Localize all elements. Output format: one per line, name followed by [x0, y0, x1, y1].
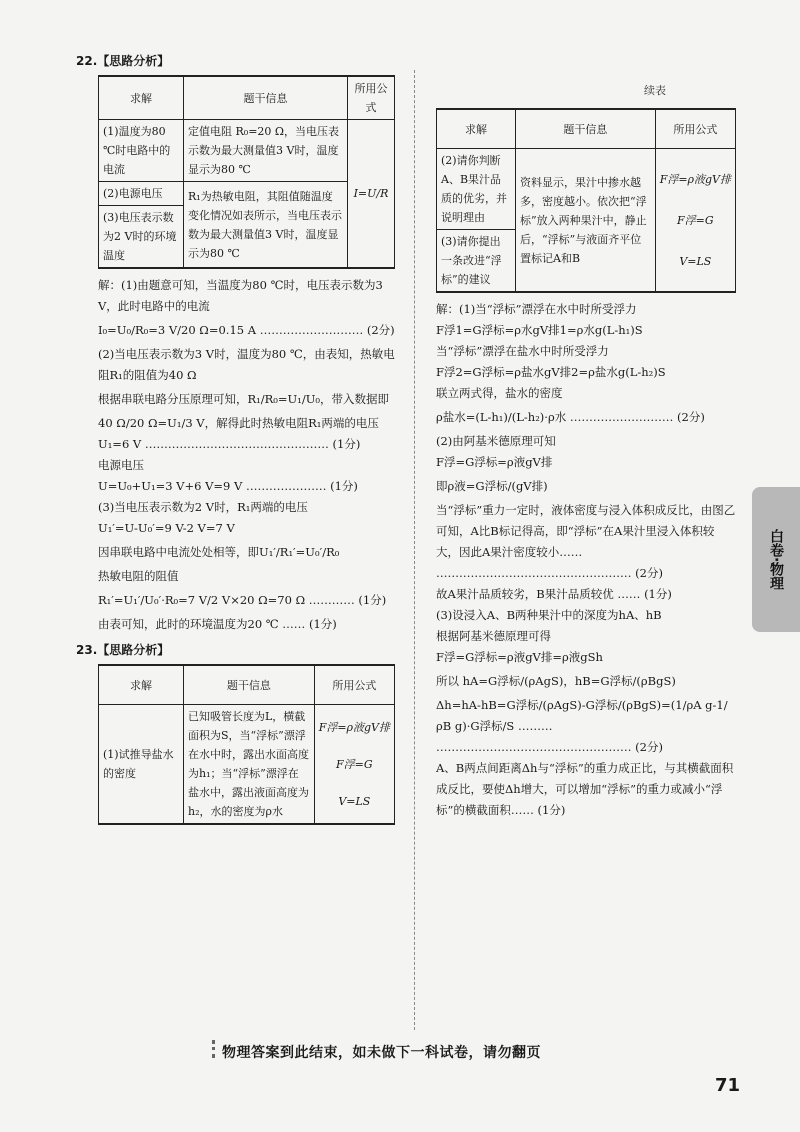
q23-line: A、B两点间距离Δh与“浮标”的重力成正比，与其横截面积成反比，要使Δh增大，可以增加“浮标”的重力或减小“浮标”的横截面积…… (1分)	[436, 761, 734, 817]
q23c-formula: F浮=G	[677, 213, 714, 227]
q22-th-info: 题干信息	[184, 76, 348, 120]
q22-th-solve: 求解	[99, 76, 184, 120]
q22-line: U₁=6 V ………………………………………… (1分)	[98, 437, 361, 451]
q23-formula: V=LS	[338, 794, 371, 808]
q22-formula: I=U/R	[348, 120, 395, 269]
page-number: 71	[714, 1075, 740, 1096]
q23-line: F浮=G浮标=ρ液gV排	[436, 455, 553, 469]
q23c-formulas	[655, 149, 735, 293]
q23-line: 当“浮标”漂浮在盐水中时所受浮力	[436, 344, 609, 358]
q23-r1-solve: (1)试推导盐水的密度	[99, 705, 184, 825]
q23-formula: F浮=G	[336, 757, 373, 771]
q23-solution	[436, 299, 736, 821]
q23-line: 联立两式得，盐水的密度	[436, 386, 563, 400]
q22-line: 电源电压	[98, 458, 144, 472]
q22-table	[98, 75, 395, 269]
left-column	[76, 52, 395, 825]
q23-r1-formulas	[314, 705, 394, 825]
q23-th-info: 题干信息	[184, 665, 315, 705]
q22-solution	[98, 275, 395, 635]
q23-table-continued	[436, 108, 736, 293]
q23-th-solve: 求解	[99, 665, 184, 705]
q23-line: 即ρ液=G浮标/(gV排)	[436, 479, 548, 493]
q23-table	[98, 664, 395, 825]
q22-line: 因串联电路中电流处处相等，即U₁′/R₁′=U₀′/R₀	[98, 545, 340, 559]
q22-line: 解：(1)由题意可知，当温度为80 ℃时，电压表示数为3 V，此时电路中的电流	[98, 278, 383, 313]
q23c-formula: V=LS	[679, 254, 712, 268]
q23-header: 23.【思路分析】	[76, 643, 170, 657]
q22-r2-info: R₁为热敏电阻，其阻值随温度变化情况如表所示，当电压表示数为最大测量值3 V时，温度显示为80 ℃	[184, 182, 348, 269]
q23-line: 故A果汁品质较劣，B果汁品质较优 …… (1分)	[436, 587, 672, 601]
q23-line: …………………………………………… (2分)	[436, 740, 663, 754]
q23c-formula: F浮=ρ液gV排	[659, 172, 731, 186]
q22-line: 热敏电阻的阻值	[98, 569, 179, 583]
q22-line: (3)当电压表示数为2 V时，R₁两端的电压	[98, 500, 308, 514]
q23-line: F浮2=G浮标=ρ盐水gV排2=ρ盐水g(L-h₂)S	[436, 365, 666, 379]
q22-line: U=U₀+U₁=3 V+6 V=9 V ………………… (1分)	[98, 479, 358, 493]
q22-r3-solve: (3)电压表示数为2 V时的环境温度	[99, 206, 184, 269]
q22-r2-solve: (2)电源电压	[99, 182, 184, 206]
q23-line: F浮1=G浮标=ρ水gV排1=ρ水g(L-h₁)S	[436, 323, 643, 337]
q23c-r2-solve: (3)请你提出一条改进“浮标”的建议	[437, 230, 516, 293]
q23-line: (2)由阿基米德原理可知	[436, 434, 556, 448]
footer-notice: 物理答案到此结束，如未做下一科试卷，请勿翻页	[222, 1045, 541, 1061]
q23c-r1-solve: (2)请你判断A、B果汁品质的优劣，并说明理由	[437, 149, 516, 230]
column-divider	[414, 70, 415, 1030]
q23-line: 当“浮标”重力一定时，液体密度与浸入体积成反比，由图乙可知，A比B标记得高，即“浮标”在A果汁里浸入体积较大，因此A果汁密度较小……	[436, 503, 736, 559]
q22-header: 22.【思路分析】	[76, 54, 170, 68]
q23-line: 解：(1)当“浮标”漂浮在水中时所受浮力	[436, 302, 637, 316]
q22-th-formula: 所用公式	[348, 76, 395, 120]
q22-line: (2)当电压表示数为3 V时，温度为80 ℃，由表知，热敏电阻R₁的阻值为40 Ω	[98, 347, 395, 382]
q22-line: R₁′=U₁′/U₀′·R₀=7 V/2 V×20 Ω=70 Ω ………… (1分)	[98, 593, 387, 607]
q23c-th-formula: 所用公式	[655, 109, 735, 149]
q23c-th-info: 题干信息	[516, 109, 656, 149]
q23-line: F浮=G浮标=ρ液gV排=ρ液gSh	[436, 650, 603, 664]
q23-th-formula: 所用公式	[314, 665, 394, 705]
q23-line: …………………………………………… (2分)	[436, 566, 663, 580]
subject-side-tab: 白卷·物理	[752, 487, 800, 632]
right-column	[436, 52, 736, 821]
q23-line: Δh=hA-hB=G浮标/(ρAgS)-G浮标/(ρBgS)=(1/ρA g-1/ρB g)·G浮标/S ………	[436, 698, 728, 733]
q22-r1-solve: (1)温度为80 ℃时电路中的电流	[99, 120, 184, 182]
q23-formula: F浮=ρ液gV排	[318, 720, 390, 734]
continued-label: 续表	[644, 84, 666, 97]
q23-line: ρ盐水=(L-h₁)/(L-h₂)·ρ水 ……………………… (2分)	[436, 410, 705, 424]
q23-line: (3)设浸入A、B两种果汁中的深度为hA、hB	[436, 608, 662, 622]
q22-line: U₁′=U-U₀′=9 V-2 V=7 V	[98, 521, 235, 535]
q23-line: 根据阿基米德原理可得	[436, 629, 551, 643]
q23-r1-info: 已知吸管长度为L，横截面积为S，当“浮标”漂浮在水中时，露出水面高度为h₁；当“浮标”漂浮在盐水中，露出液面高度为h₂，水的密度为ρ水	[184, 705, 315, 825]
q22-line: I₀=U₀/R₀=3 V/20 Ω=0.15 A ……………………… (2分)	[98, 323, 395, 337]
q22-line: 40 Ω/20 Ω=U₁/3 V，解得此时热敏电阻R₁两端的电压	[98, 416, 379, 430]
q23-line: 所以 hA=G浮标/(ρAgS)，hB=G浮标/(ρBgS)	[436, 674, 676, 688]
q23c-th-solve: 求解	[437, 109, 516, 149]
q23c-r1-info: 资料显示，果汁中掺水越多，密度越小。依次把“浮标”放入两种果汁中，静止后，“浮标”与液面齐平位置标记A和B	[516, 149, 656, 293]
q22-line: 根据串联电路分压原理可知，R₁/R₀=U₁/U₀，带入数据即	[98, 392, 390, 406]
q22-line: 由表可知，此时的环境温度为20 ℃ …… (1分)	[98, 617, 337, 631]
q22-r1-info: 定值电阻 R₀=20 Ω，当电压表示数为最大测量值3 V时，温度显示为80 ℃	[184, 120, 348, 182]
